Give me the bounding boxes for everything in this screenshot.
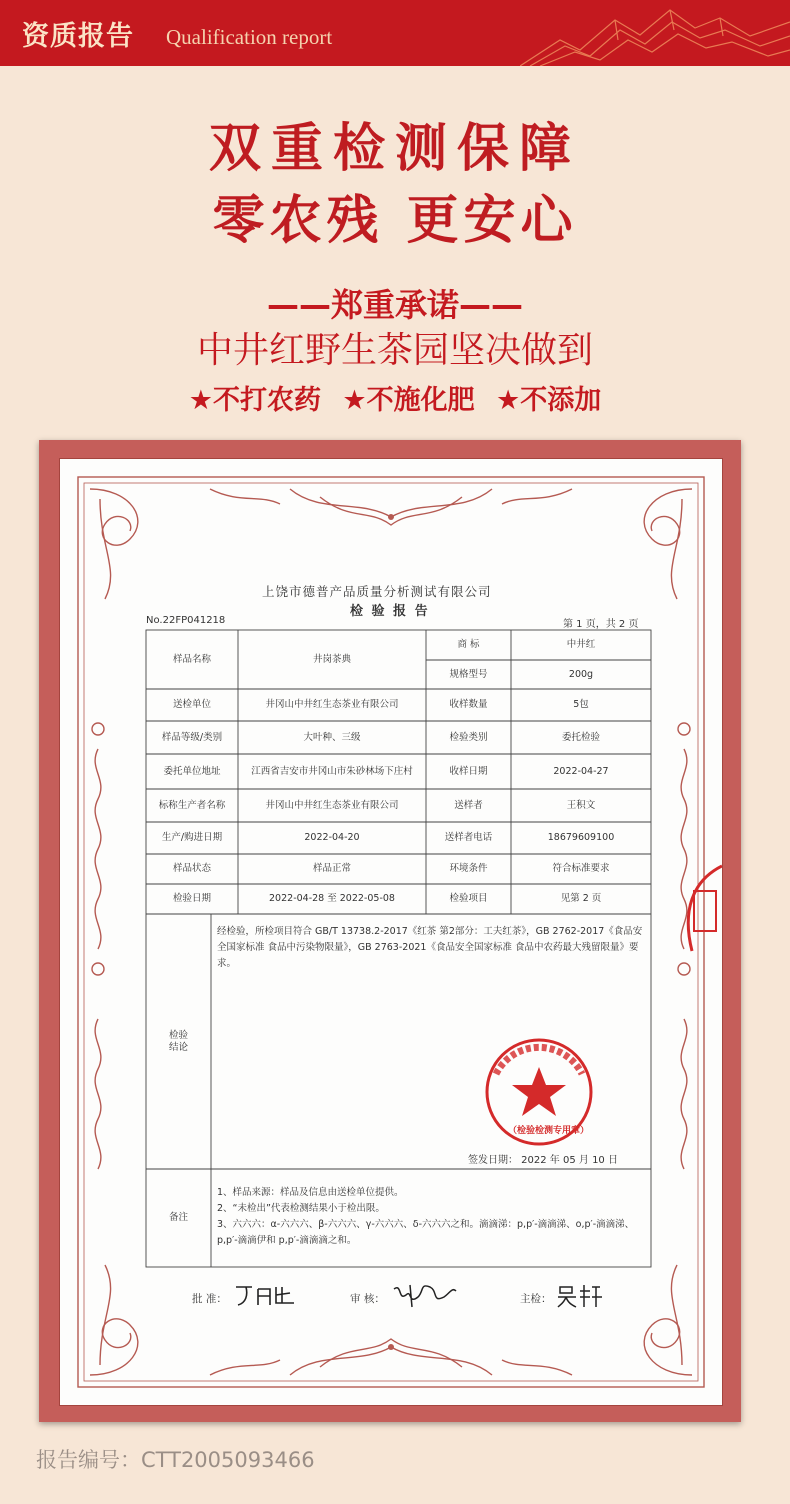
label-sender: 送样者 xyxy=(454,799,483,811)
official-seal-icon xyxy=(474,1029,614,1159)
label-sender-phone: 送样者电话 xyxy=(444,832,493,843)
label-trademark: 商 标 xyxy=(457,639,480,650)
lab-company-name: 上饶市德普产品质量分析测试有限公司 xyxy=(262,584,492,599)
label-spec: 规格型号 xyxy=(449,668,488,680)
value-sample-state: 样品正常 xyxy=(312,863,351,874)
issue-date: 签发日期： 2022 年 05 月 10 日 xyxy=(468,1155,618,1166)
main-inspector-signature xyxy=(556,1281,606,1309)
value-sample-name: 井岗茶典 xyxy=(312,653,351,665)
report-page: 第 1 页，共 2 页 xyxy=(563,619,639,630)
value-inspection-items: 见第 2 页 xyxy=(560,893,602,904)
label-production-date: 生产/购进日期 xyxy=(161,832,223,843)
label-submitter: 送检单位 xyxy=(172,699,211,710)
remark-3: 3、六六六：α-六六六、β-六六六、γ-六六六、δ-六六六之和。滴滴涕：p,p′-滴滴涕、o,p′-滴滴涕、p,p′-滴滴伊和 p,p′-滴滴滴之和。 xyxy=(217,1219,635,1246)
label-sample-name: 样品名称 xyxy=(172,653,211,665)
label-remarks: 备注 xyxy=(168,1212,188,1223)
remark-1: 1、样品来源：样品及信息由送检单位提供。 xyxy=(217,1187,404,1198)
certificate-paper xyxy=(59,458,723,1406)
remarks-list xyxy=(217,1185,645,1249)
value-grade: 大叶种、三级 xyxy=(303,731,361,743)
label-environment: 环境条件 xyxy=(449,863,488,874)
conclusion-text: 经检验，所检项目符合 GB/T 13738.2-2017《红茶 第2部分：工夫红茶》，GB 2762-2017《食品安全国家标准 食品中污染物限量》，GB 2763-2021《食品安全国家标准 食品中农药最大残留限量》要求。 xyxy=(217,926,643,969)
value-quantity: 5包 xyxy=(573,699,589,710)
value-inspection-type: 委托检验 xyxy=(561,731,600,743)
report-title: 检 验 报 告 xyxy=(350,604,430,619)
remark-2: 2、“未检出”代表检测结果小于检出限。 xyxy=(217,1203,385,1214)
approver-label: 批 准： xyxy=(192,1293,227,1305)
point-no-pesticide: ★不打农药 xyxy=(188,385,321,416)
promise-title: ——郑重承诺—— xyxy=(266,286,523,324)
label-inspection-type: 检验类别 xyxy=(449,731,488,743)
label-inspection-date: 检验日期 xyxy=(172,893,211,904)
label-sample-state: 样品状态 xyxy=(172,863,211,874)
reviewer-label: 审 核： xyxy=(350,1293,385,1305)
approver-signature xyxy=(232,1281,302,1309)
label-quantity: 收样数量 xyxy=(449,699,488,710)
headline-zero-residue: 零农残 更安心 xyxy=(212,190,578,251)
label-inspection-items: 检验项目 xyxy=(449,893,488,904)
value-submitter: 井冈山中井红生态茶业有限公司 xyxy=(265,699,399,710)
value-environment: 符合标准要求 xyxy=(552,863,610,874)
footer-report-number: 报告编号：CTT2005093466 xyxy=(36,1448,315,1472)
certificate-frame xyxy=(39,440,741,1422)
report-number: No.22FP041218 xyxy=(146,615,226,626)
value-sender: 王积文 xyxy=(566,799,596,811)
value-inspection-date: 2022-04-28 至 2022-05-08 xyxy=(269,893,395,904)
value-receive-date: 2022-04-27 xyxy=(553,765,609,777)
value-production-date: 2022-04-20 xyxy=(304,832,360,843)
value-spec: 200g xyxy=(568,668,594,680)
label-address: 委托单位地址 xyxy=(163,765,221,777)
value-producer: 井冈山中井红生态茶业有限公司 xyxy=(265,799,399,811)
promise-points xyxy=(0,378,790,417)
value-address: 江西省吉安市井冈山市朱砂林场下庄村 xyxy=(251,765,413,777)
edge-stamp-icon xyxy=(672,861,722,961)
reviewer-signature xyxy=(390,1279,460,1309)
point-no-additive: ★不添加 xyxy=(496,385,602,416)
mountain-decoration-icon xyxy=(520,0,790,66)
label-conclusion: 检验 结论 xyxy=(168,1029,188,1053)
promise-subtitle: 中井红野生茶园坚决做到 xyxy=(196,330,593,371)
value-sender-phone: 18679609100 xyxy=(547,832,615,843)
top-banner xyxy=(0,0,790,66)
headline-double-test: 双重检测保障 xyxy=(208,118,581,179)
main-inspector-label: 主检： xyxy=(520,1293,552,1305)
value-trademark: 中井红 xyxy=(566,639,596,650)
label-grade: 样品等级/类别 xyxy=(161,731,223,743)
label-receive-date: 收样日期 xyxy=(449,765,488,777)
banner-title-en: Qualification report xyxy=(166,25,333,49)
banner-title-cn: 资质报告 xyxy=(22,21,134,52)
label-producer: 标称生产者名称 xyxy=(158,799,226,811)
point-no-fertilizer: ★不施化肥 xyxy=(342,385,475,416)
seal-caption: （检验检测专用章） xyxy=(508,1126,590,1136)
